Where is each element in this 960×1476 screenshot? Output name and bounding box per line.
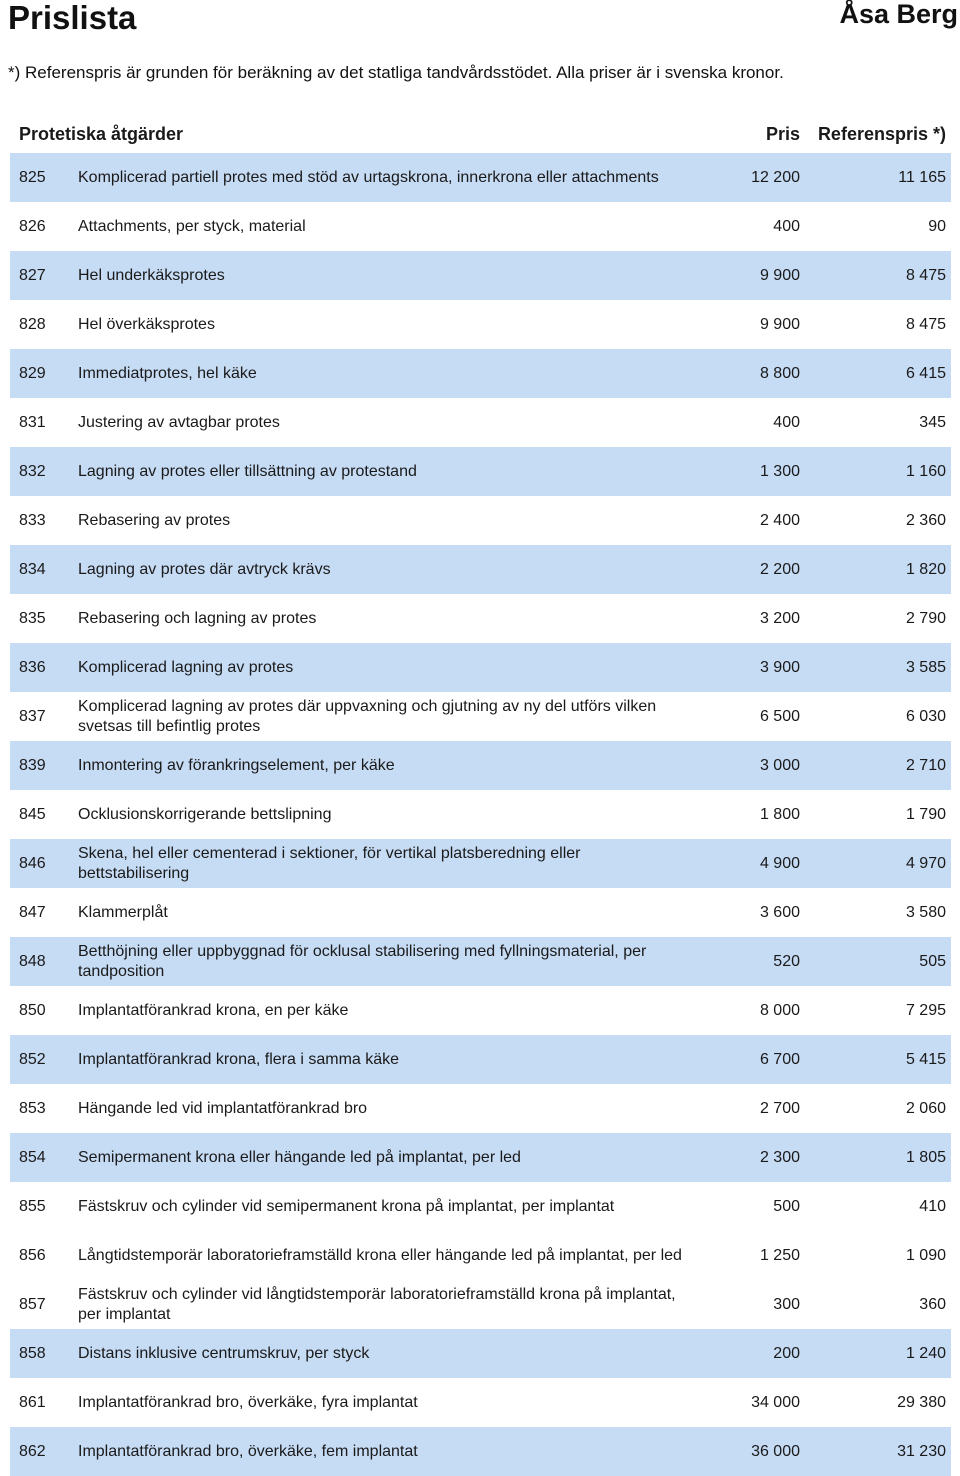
treatment-price: 8 800 — [759, 365, 800, 382]
treatment-code: 862 — [19, 1443, 46, 1460]
treatment-code: 837 — [19, 708, 46, 725]
treatment-code: 850 — [19, 1002, 46, 1019]
treatment-description: Klammerplåt — [78, 903, 168, 921]
treatment-description: Attachments, per styck, material — [78, 217, 306, 235]
table-row — [10, 202, 951, 251]
treatment-description: Skena, hel eller cementerad i sektioner, för vertikal platsberedning eller bettstabilisering — [78, 844, 581, 882]
table-row — [10, 741, 951, 790]
treatment-description: Implantatförankrad krona, flera i samma käke — [78, 1050, 400, 1068]
table-row — [10, 986, 951, 1035]
table-row — [10, 594, 951, 643]
treatment-price: 4 900 — [759, 855, 800, 872]
treatment-code: 846 — [19, 855, 46, 872]
treatment-description: Fästskruv och cylinder vid semipermanent krona på implantat, per implantat — [78, 1197, 615, 1215]
treatment-price: 3 900 — [759, 659, 800, 676]
treatment-code: 854 — [19, 1149, 46, 1166]
treatment-description: Betthöjning eller uppbyggnad för ocklusal stabilisering med fyllningsmaterial, per tandposition — [78, 942, 647, 980]
treatment-price: 9 900 — [759, 267, 800, 284]
treatment-description: Komplicerad partiell protes med stöd av urtagskrona, innerkrona eller attachments — [78, 168, 659, 186]
treatment-description: Immediatprotes, hel käke — [78, 364, 257, 382]
treatment-code: 831 — [19, 414, 46, 431]
treatment-reference-price: 2 360 — [905, 512, 946, 529]
treatment-price: 2 700 — [759, 1100, 800, 1117]
treatment-reference-price: 2 710 — [905, 757, 946, 774]
table-row — [10, 790, 951, 839]
treatment-reference-price: 90 — [928, 218, 946, 235]
treatment-description: Lagning av protes där avtryck krävs — [78, 560, 331, 578]
treatment-description: Komplicerad lagning av protes — [78, 658, 294, 676]
reference-price-note: *) Referenspris är grunden för beräkning av det statliga tandvårdsstödet. Alla priser är i svenska kronor. — [8, 63, 784, 82]
table-row — [10, 447, 951, 496]
treatment-reference-price: 1 160 — [905, 463, 946, 480]
treatment-code: 832 — [19, 463, 46, 480]
treatment-reference-price: 1 805 — [905, 1149, 946, 1166]
section-title: Protetiska åtgärder — [19, 124, 184, 144]
table-row — [10, 1182, 951, 1231]
treatment-description: Hel överkäksprotes — [78, 315, 215, 333]
table-row — [10, 937, 951, 986]
table-row — [10, 1084, 951, 1133]
treatment-price: 3 600 — [759, 904, 800, 921]
treatment-price: 500 — [773, 1198, 800, 1215]
treatment-description: Rebasering av protes — [78, 511, 231, 529]
treatment-code: 853 — [19, 1100, 46, 1117]
table-row — [10, 692, 951, 741]
author-name: Åsa Berg — [839, 0, 958, 29]
treatment-description: Komplicerad lagning av protes där uppvaxning och gjutning av ny del utförs vilken svetsas till befintlig protes — [78, 697, 657, 735]
treatment-price: 6 700 — [759, 1051, 800, 1068]
treatment-code: 845 — [19, 806, 46, 823]
treatment-price: 34 000 — [751, 1394, 800, 1411]
treatment-price: 3 200 — [759, 610, 800, 627]
treatment-reference-price: 5 415 — [905, 1051, 946, 1068]
treatment-description: Semipermanent krona eller hängande led på implantat, per led — [78, 1148, 521, 1166]
treatment-reference-price: 410 — [919, 1198, 946, 1215]
price-column-header: Pris — [765, 124, 800, 144]
treatment-price: 1 300 — [759, 463, 800, 480]
table-row — [10, 251, 951, 300]
treatment-description: Inmontering av förankringselement, per käke — [78, 756, 395, 774]
price-table — [10, 153, 951, 1476]
treatment-code: 852 — [19, 1051, 46, 1068]
treatment-reference-price: 4 970 — [905, 855, 946, 872]
treatment-description: Långtidstemporär laboratorieframställd krona eller hängande led på implantat, per led — [78, 1246, 682, 1264]
treatment-price: 400 — [773, 218, 800, 235]
treatment-code: 829 — [19, 365, 46, 382]
treatment-reference-price: 11 165 — [898, 169, 946, 186]
treatment-reference-price: 31 230 — [897, 1443, 946, 1460]
treatment-reference-price: 8 475 — [905, 267, 946, 284]
treatment-price: 2 200 — [759, 561, 800, 578]
section-header — [0, 121, 960, 147]
treatment-code: 856 — [19, 1247, 46, 1264]
treatment-reference-price: 6 415 — [905, 365, 946, 382]
treatment-price: 1 800 — [759, 806, 800, 823]
treatment-reference-price: 360 — [919, 1296, 946, 1313]
treatment-reference-price: 2 790 — [905, 610, 946, 627]
treatment-code: 826 — [19, 218, 46, 235]
table-row — [10, 1133, 951, 1182]
treatment-code: 855 — [19, 1198, 46, 1215]
treatment-reference-price: 2 060 — [905, 1100, 946, 1117]
treatment-reference-price: 3 580 — [905, 904, 946, 921]
treatment-description: Implantatförankrad krona, en per käke — [78, 1001, 349, 1019]
page-title: Prislista — [8, 0, 137, 36]
treatment-price: 12 200 — [751, 169, 800, 186]
reference-price-column-header: Referenspris *) — [817, 124, 946, 144]
treatment-description: Distans inklusive centrumskruv, per styck — [78, 1344, 370, 1362]
table-row — [10, 1427, 951, 1476]
treatment-price: 9 900 — [759, 316, 800, 333]
table-row — [10, 1231, 951, 1280]
treatment-description: Rebasering och lagning av protes — [78, 609, 317, 627]
treatment-price: 200 — [773, 1345, 800, 1362]
treatment-reference-price: 6 030 — [905, 708, 946, 725]
table-row — [10, 1329, 951, 1378]
treatment-code: 834 — [19, 561, 46, 578]
table-row — [10, 1035, 951, 1084]
treatment-description: Implantatförankrad bro, överkäke, fem implantat — [78, 1442, 418, 1460]
table-row — [10, 839, 951, 888]
treatment-reference-price: 7 295 — [905, 1002, 946, 1019]
treatment-code: 835 — [19, 610, 46, 627]
treatment-code: 848 — [19, 953, 46, 970]
treatment-price: 1 250 — [759, 1247, 800, 1264]
treatment-description: Lagning av protes eller tillsättning av protestand — [78, 462, 417, 480]
treatment-reference-price: 345 — [919, 414, 946, 431]
treatment-description: Fästskruv och cylinder vid långtidstemporär laboratorieframställd krona på implantat, per implantat — [78, 1285, 676, 1323]
table-row — [10, 300, 951, 349]
treatment-code: 836 — [19, 659, 46, 676]
table-row — [10, 643, 951, 692]
treatment-price: 2 300 — [759, 1149, 800, 1166]
treatment-description: Ocklusionskorrigerande bettslipning — [78, 805, 332, 823]
treatment-code: 847 — [19, 904, 46, 921]
treatment-code: 827 — [19, 267, 46, 284]
table-row — [10, 545, 951, 594]
treatment-reference-price: 1 240 — [905, 1345, 946, 1362]
treatment-description: Hel underkäksprotes — [78, 266, 225, 284]
table-row — [10, 153, 951, 202]
treatment-reference-price: 1 820 — [905, 561, 946, 578]
table-row — [10, 888, 951, 937]
treatment-price: 8 000 — [759, 1002, 800, 1019]
treatment-price: 300 — [773, 1296, 800, 1313]
treatment-code: 825 — [19, 169, 46, 186]
table-row — [10, 349, 951, 398]
treatment-price: 3 000 — [759, 757, 800, 774]
treatment-price: 2 400 — [759, 512, 800, 529]
treatment-code: 861 — [19, 1394, 46, 1411]
treatment-reference-price: 3 585 — [905, 659, 946, 676]
treatment-price: 400 — [773, 414, 800, 431]
treatment-reference-price: 505 — [919, 953, 946, 970]
treatment-code: 858 — [19, 1345, 46, 1362]
treatment-code: 833 — [19, 512, 46, 529]
table-row — [10, 1280, 951, 1329]
treatment-reference-price: 1 090 — [905, 1247, 946, 1264]
treatment-description: Justering av avtagbar protes — [78, 413, 280, 431]
treatment-code: 839 — [19, 757, 46, 774]
treatment-reference-price: 1 790 — [905, 806, 946, 823]
treatment-price: 6 500 — [759, 708, 800, 725]
treatment-code: 857 — [19, 1296, 46, 1313]
table-row — [10, 1378, 951, 1427]
treatment-description: Implantatförankrad bro, överkäke, fyra implantat — [78, 1393, 418, 1411]
treatment-reference-price: 29 380 — [897, 1394, 946, 1411]
treatment-price: 36 000 — [751, 1443, 800, 1460]
treatment-code: 828 — [19, 316, 46, 333]
treatment-reference-price: 8 475 — [905, 316, 946, 333]
treatment-price: 520 — [773, 953, 800, 970]
table-row — [10, 496, 951, 545]
table-row — [10, 398, 951, 447]
treatment-description: Hängande led vid implantatförankrad bro — [78, 1099, 368, 1117]
